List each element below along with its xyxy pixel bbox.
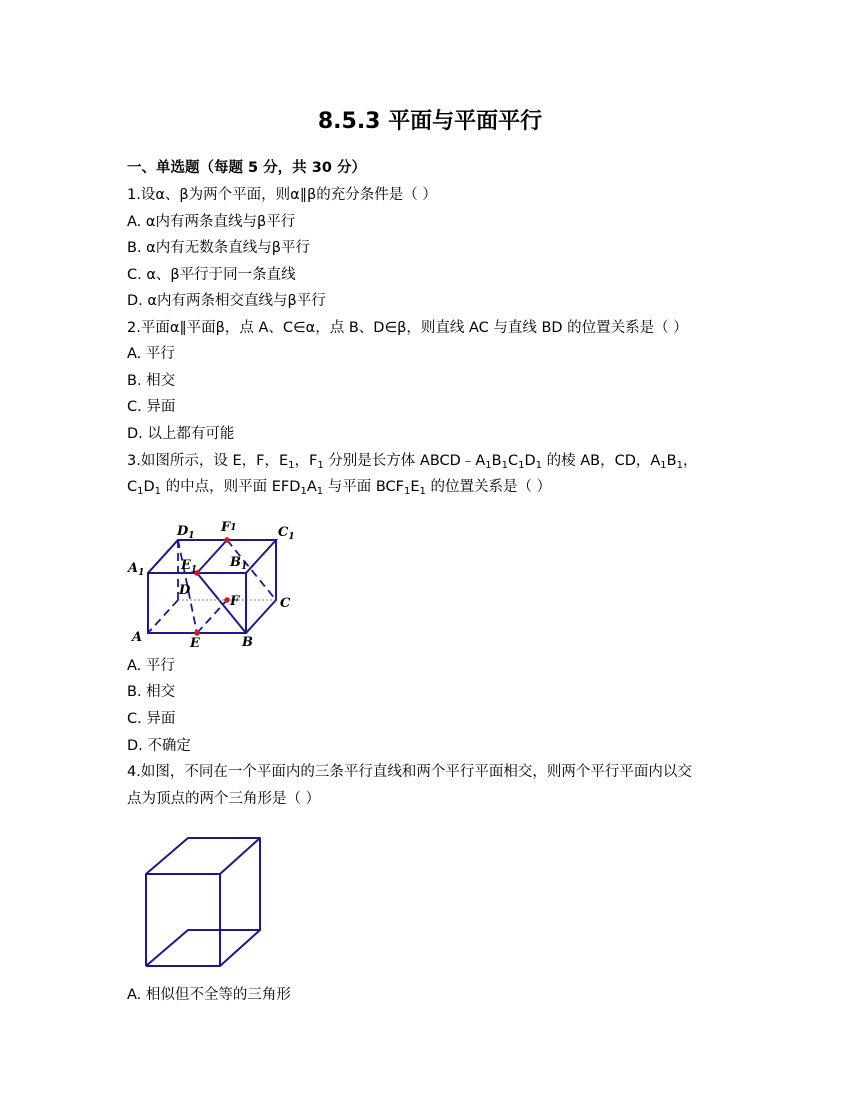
- q3-option-d: D. 不确定: [127, 738, 191, 754]
- label-f1: F1: [221, 520, 237, 535]
- q3-option-c: C. 异面: [127, 711, 176, 727]
- label-c1: $C_1$: [278, 525, 295, 542]
- top-face: [146, 838, 260, 874]
- page-title: 8.5.3 平面与平面平行: [317, 109, 543, 134]
- e1f1-segment: [197, 540, 227, 573]
- section-heading: 一、单选题（每题 5 分，共 30 分）: [127, 160, 366, 176]
- q2-option-d: D. 以上都有可能: [127, 426, 235, 442]
- q1-option-b: B. α内有无数条直线与β平行: [127, 240, 310, 256]
- q1-option-c: C. α、β平行于同一条直线: [127, 267, 296, 283]
- point-f1: [224, 537, 230, 543]
- q1-stem: 1.设α、β为两个平面，则α∥β的充分条件是（ ）: [127, 187, 437, 203]
- q4-option-a: A. 相似但不全等的三角形: [127, 987, 291, 1003]
- point-e: [194, 630, 200, 636]
- label-d1: $D_1$: [177, 524, 195, 541]
- q3-stem-line2: $C_1D_1$ 的中点，则平面 $EFD_1A_1$ 与平面 $BCF_1E_1$ 的位置关系是（ ）: [127, 479, 552, 497]
- bottom-face: [146, 930, 260, 966]
- q2-option-c: C. 异面: [127, 399, 176, 415]
- right-bottom-edge: [246, 600, 276, 633]
- label-b1: $B_1$: [230, 555, 248, 572]
- q4-stem-line2: 点为顶点的两个三角形是（ ）: [127, 791, 321, 807]
- q1-option-a: A. α内有两条直线与β平行: [127, 214, 296, 230]
- q3-option-b: B. 相交: [127, 684, 176, 700]
- label-a1: $A_1$: [128, 561, 145, 578]
- label-f: F: [230, 594, 240, 609]
- q3-cuboid-figure: [122, 515, 307, 655]
- label-b: B: [242, 635, 253, 650]
- d-a-hidden-edge: [148, 600, 178, 633]
- label-e1: $E_1$: [181, 558, 198, 575]
- q4-prism-figure: [140, 832, 270, 972]
- label-c: C: [280, 596, 291, 611]
- q3-stem-line1: 3.如图所示，设 E，F，$E_1$，$F_1$ 分别是长方体 $ABCD﹣A_1B_1C_1D_1$ 的棱 AB，CD，$A_1B_1$，: [127, 453, 698, 471]
- label-d: D: [179, 583, 191, 598]
- q4-stem-line1: 4.如图，不同在一个平面内的三条平行直线和两个平行平面相交，则两个平行平面内以交: [127, 764, 692, 780]
- q2-option-b: B. 相交: [127, 373, 176, 389]
- label-a: A: [132, 630, 143, 645]
- q1-option-d: D. α内有两条相交直线与β平行: [127, 293, 326, 309]
- q2-option-a: A. 平行: [127, 346, 175, 362]
- point-f: [224, 597, 230, 603]
- q3-option-a: A. 平行: [127, 658, 175, 674]
- label-e: E: [190, 636, 200, 651]
- q2-stem: 2.平面α∥平面β，点 A、C∈α，点 B、D∈β，则直线 AC 与直线 BD 的位置关系是（ ）: [127, 320, 688, 336]
